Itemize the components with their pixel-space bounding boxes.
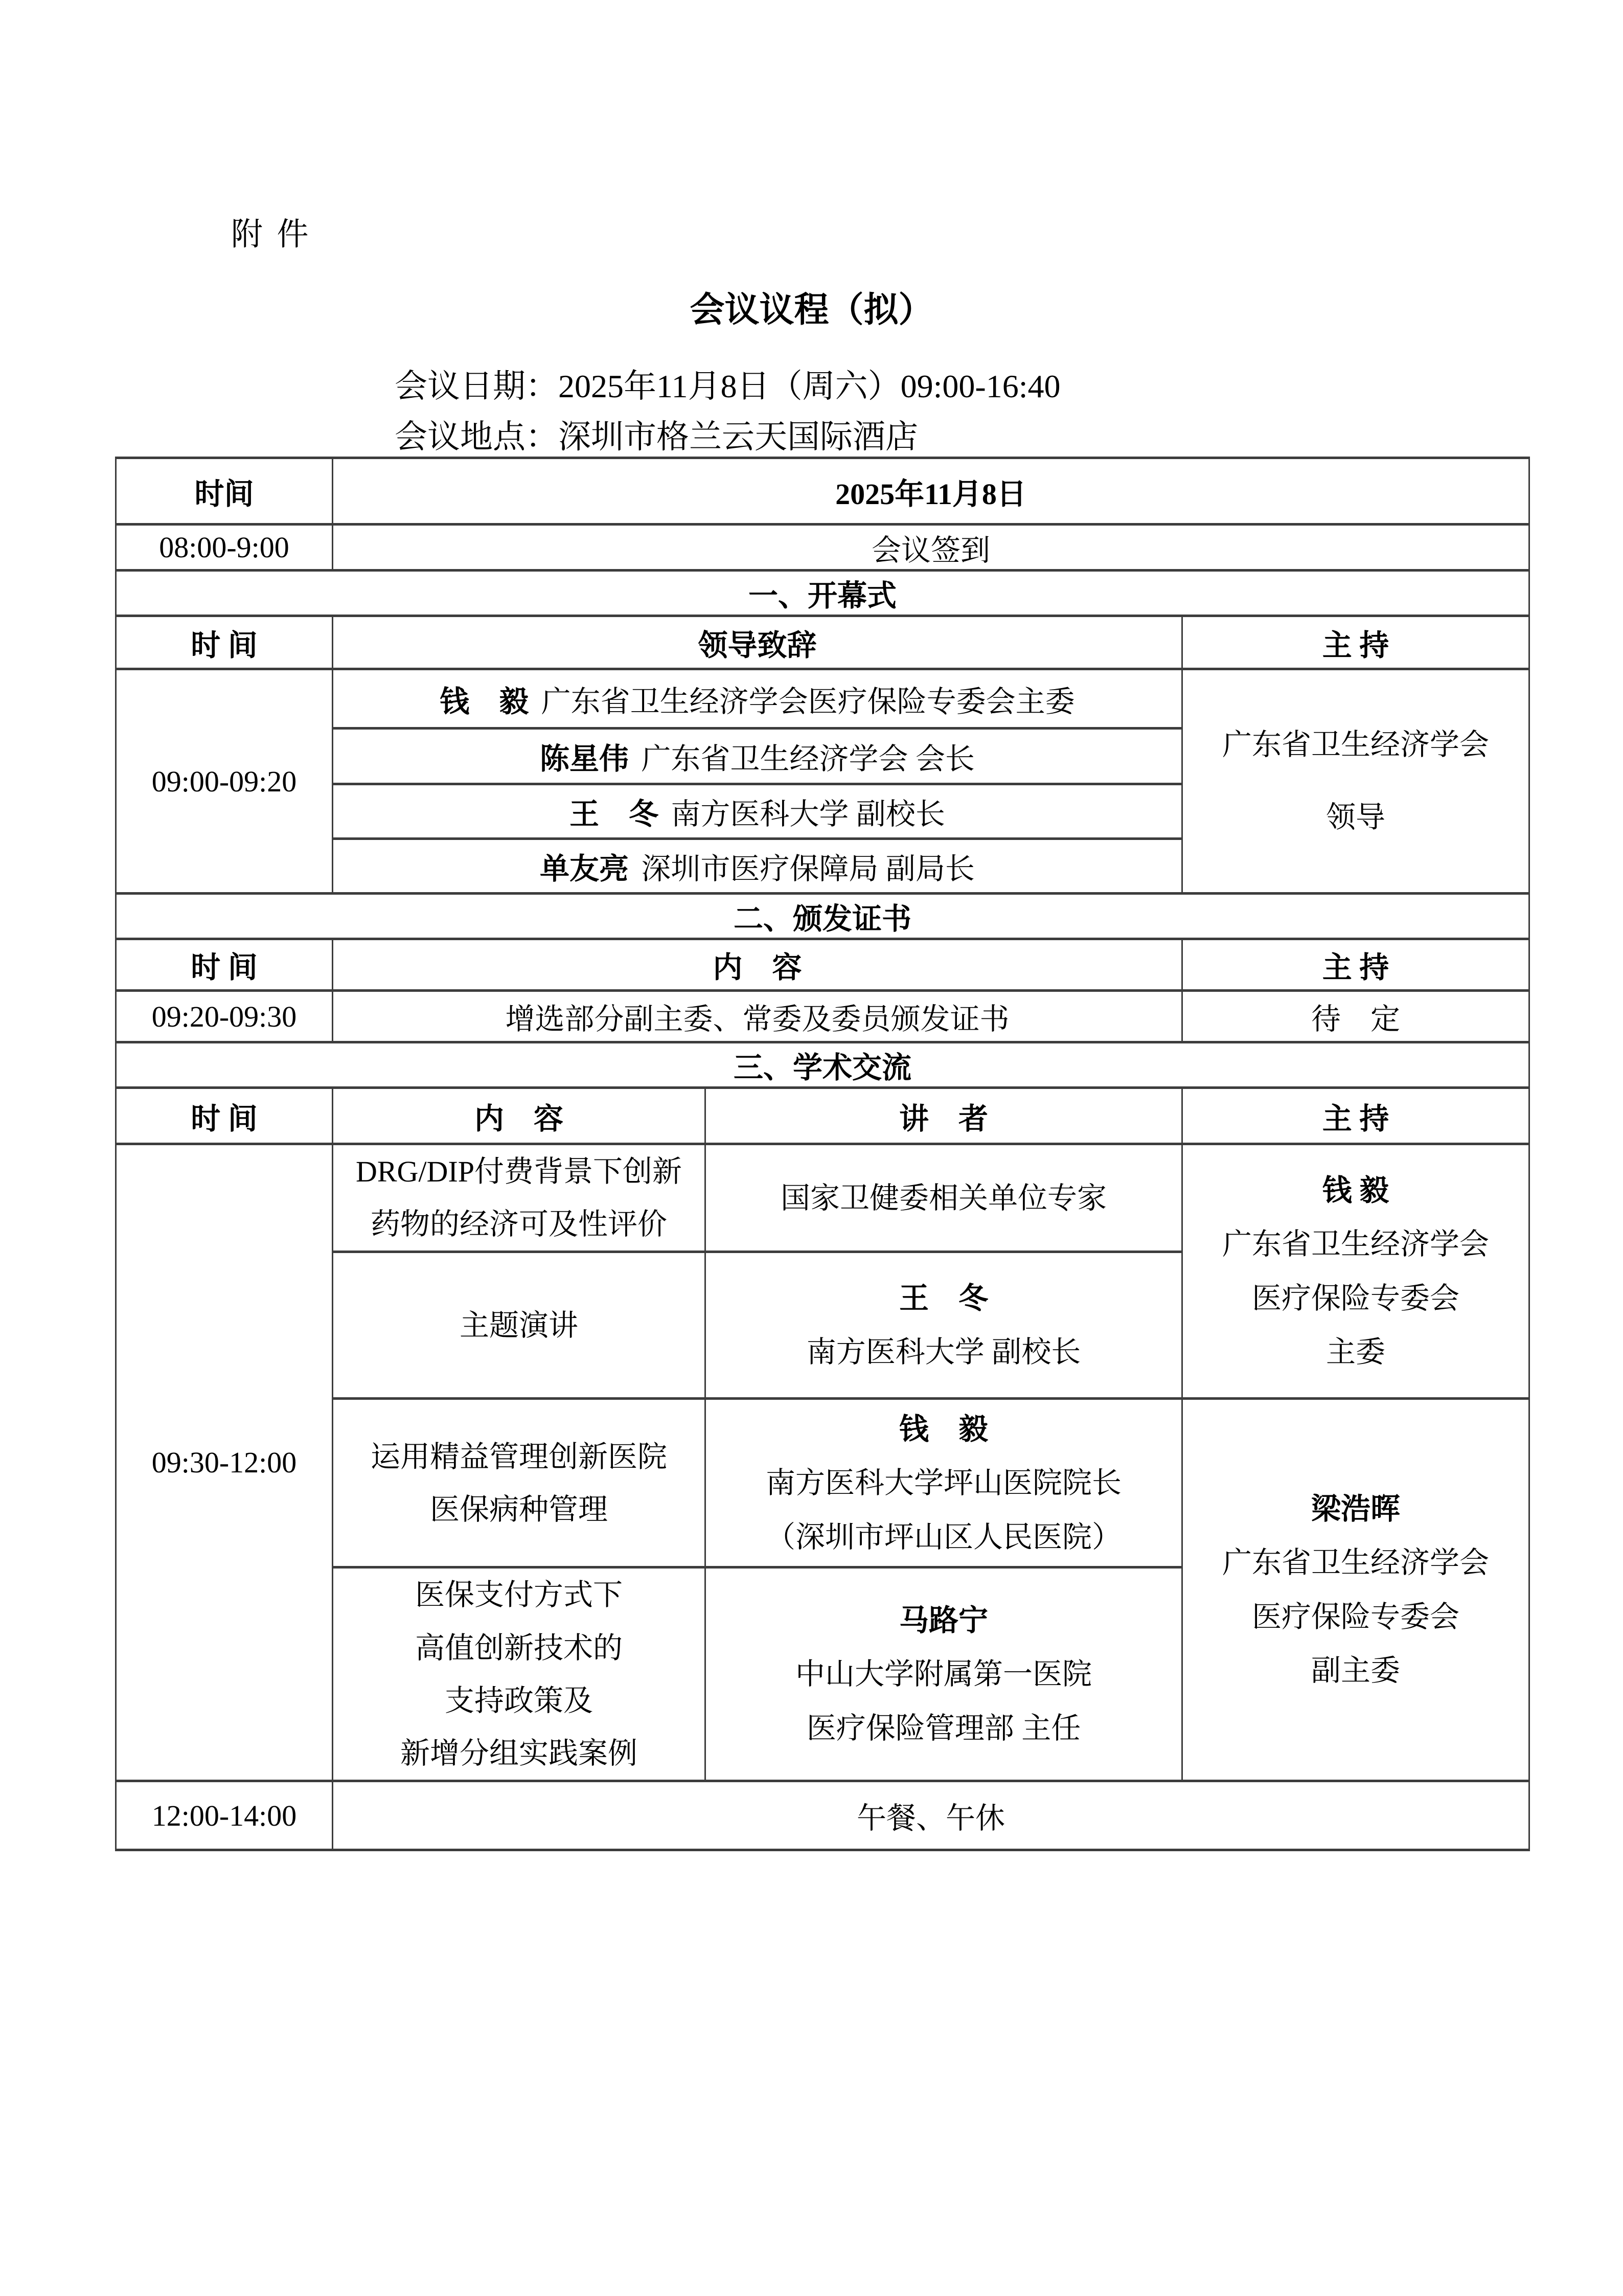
host-line: 广东省卫生经济学会 xyxy=(1222,1227,1489,1261)
attachment-label: 附 件 xyxy=(231,217,312,252)
section3-header-time: 时 间 xyxy=(116,1088,333,1144)
speaker-line: 中山大学附属第一医院 xyxy=(795,1657,1092,1691)
table-row-date-header xyxy=(116,458,1529,525)
table-row-section1-title xyxy=(116,571,1529,616)
host-line: 领导 xyxy=(1325,801,1385,834)
host-line: 广东省卫生经济学会 xyxy=(1222,728,1489,761)
section3-title: 三、学术交流 xyxy=(116,1042,1529,1088)
section2-content-cell: 增选部分副主委、常委及委员颁发证书 xyxy=(333,991,1182,1042)
speaker-line: 国家卫健委相关单位专家 xyxy=(780,1181,1107,1215)
cell-signin-content: 会议签到 xyxy=(333,525,1529,571)
table-row-section1-header xyxy=(116,616,1529,669)
table-row-speech-1 xyxy=(116,669,1529,729)
speaker-name: 马路宁 xyxy=(899,1603,988,1637)
talk-content-cell xyxy=(333,1144,705,1252)
cell-signin-time: 08:00-9:00 xyxy=(116,525,333,571)
section1-header-time: 时 间 xyxy=(116,616,333,669)
content-line: 高值创新技术的 xyxy=(415,1631,623,1665)
speaker-line: （深圳市坪山区人民医院） xyxy=(765,1520,1122,1554)
table-row-certificates xyxy=(116,991,1529,1042)
table-row-talk-1 xyxy=(116,1144,1529,1252)
content-line: 新增分组实践案例 xyxy=(400,1737,637,1770)
speaker-name: 单友亮 xyxy=(540,852,629,885)
speaker-line: 南方医科大学 副校长 xyxy=(806,1335,1081,1369)
section2-title: 二、颁发证书 xyxy=(116,894,1529,939)
speaker-name: 王 冬 xyxy=(899,1281,988,1315)
content-line: 医保病种管理 xyxy=(429,1492,608,1526)
speech-cell-1 xyxy=(333,669,1182,729)
section3-header-content: 内 容 xyxy=(333,1088,705,1144)
content-line: 运用精益管理创新医院 xyxy=(370,1440,667,1473)
talk-content-cell xyxy=(333,1252,705,1399)
section1-title: 一、开幕式 xyxy=(116,571,1529,616)
section2-header-time: 时 间 xyxy=(116,939,333,991)
section2-host-cell: 待 定 xyxy=(1182,991,1529,1042)
section1-host-cell xyxy=(1182,669,1529,894)
talk-speaker-cell xyxy=(705,1567,1182,1781)
section1-header-host: 主 持 xyxy=(1182,616,1529,669)
meeting-date-line: 会议日期：2025年11月8日（周六）09:00-16:40 xyxy=(395,368,1061,404)
speaker-line: 南方医科大学坪山医院院长 xyxy=(765,1466,1122,1500)
host-name: 钱 毅 xyxy=(1322,1173,1389,1207)
agenda-table xyxy=(115,457,1530,1851)
host-line: 广东省卫生经济学会 xyxy=(1222,1546,1489,1580)
speaker-affiliation: 广东省卫生经济学会 会长 xyxy=(641,742,975,776)
talk-content-cell xyxy=(333,1399,705,1567)
table-row-section3-header xyxy=(116,1088,1529,1144)
host-line: 主委 xyxy=(1325,1335,1385,1369)
talk-speaker-cell xyxy=(705,1144,1182,1252)
table-row-signin xyxy=(116,525,1529,571)
lunch-content-cell: 午餐、午休 xyxy=(333,1781,1529,1850)
section1-time-cell: 09:00-09:20 xyxy=(116,669,333,894)
host-line: 医疗保险专委会 xyxy=(1251,1600,1459,1633)
table-row-lunch xyxy=(116,1781,1529,1850)
table-row-section2-header xyxy=(116,939,1529,991)
talk-content-cell xyxy=(333,1567,705,1781)
page-title: 会议议程（拟） xyxy=(690,290,933,329)
section2-header-content: 内 容 xyxy=(333,939,1182,991)
host-line: 副主委 xyxy=(1311,1654,1400,1688)
speaker-name: 钱 毅 xyxy=(440,685,529,718)
section2-time-cell: 09:20-09:30 xyxy=(116,991,333,1042)
host-line: 医疗保险专委会 xyxy=(1251,1281,1459,1315)
speaker-name: 钱 毅 xyxy=(899,1412,988,1446)
content-line: DRG/DIP付费背景下创新 xyxy=(355,1155,682,1188)
speaker-name: 陈星伟 xyxy=(540,742,629,776)
speaker-affiliation: 深圳市医疗保障局 副局长 xyxy=(641,852,975,885)
meeting-meta xyxy=(395,361,1061,462)
section1-header-content: 领导致辞 xyxy=(333,616,1182,669)
talk-speaker-cell xyxy=(705,1399,1182,1567)
section3-host-cell-2 xyxy=(1182,1399,1529,1781)
content-line: 药物的经济可及性评价 xyxy=(370,1208,667,1241)
section3-header-host: 主 持 xyxy=(1182,1088,1529,1144)
speech-cell-4 xyxy=(333,839,1182,894)
speech-cell-2 xyxy=(333,729,1182,784)
cell-date: 2025年11月8日 xyxy=(333,458,1529,525)
content-line: 支持政策及 xyxy=(444,1684,593,1717)
lunch-time-cell: 12:00-14:00 xyxy=(116,1781,333,1850)
table-row-section2-title xyxy=(116,894,1529,939)
content-line: 医保支付方式下 xyxy=(415,1578,623,1612)
section3-header-speaker: 讲 者 xyxy=(705,1088,1182,1144)
speech-cell-3 xyxy=(333,784,1182,839)
speaker-name: 王 冬 xyxy=(569,798,659,831)
meeting-location-line: 会议地点：深圳市格兰云天国际酒店 xyxy=(395,419,918,456)
speaker-affiliation: 南方医科大学 副校长 xyxy=(671,798,945,831)
section3-host-cell-1 xyxy=(1182,1144,1529,1399)
speaker-affiliation: 广东省卫生经济学会医疗保险专委会主委 xyxy=(541,685,1075,718)
cell-time-header: 时间 xyxy=(116,458,333,525)
content-line: 主题演讲 xyxy=(459,1308,578,1342)
talk-speaker-cell xyxy=(705,1252,1182,1399)
section3-time-cell: 09:30-12:00 xyxy=(116,1144,333,1781)
host-name: 梁浩晖 xyxy=(1311,1492,1400,1526)
table-row-section3-title xyxy=(116,1042,1529,1088)
speaker-line: 医疗保险管理部 主任 xyxy=(806,1711,1081,1745)
section2-header-host: 主 持 xyxy=(1182,939,1529,991)
